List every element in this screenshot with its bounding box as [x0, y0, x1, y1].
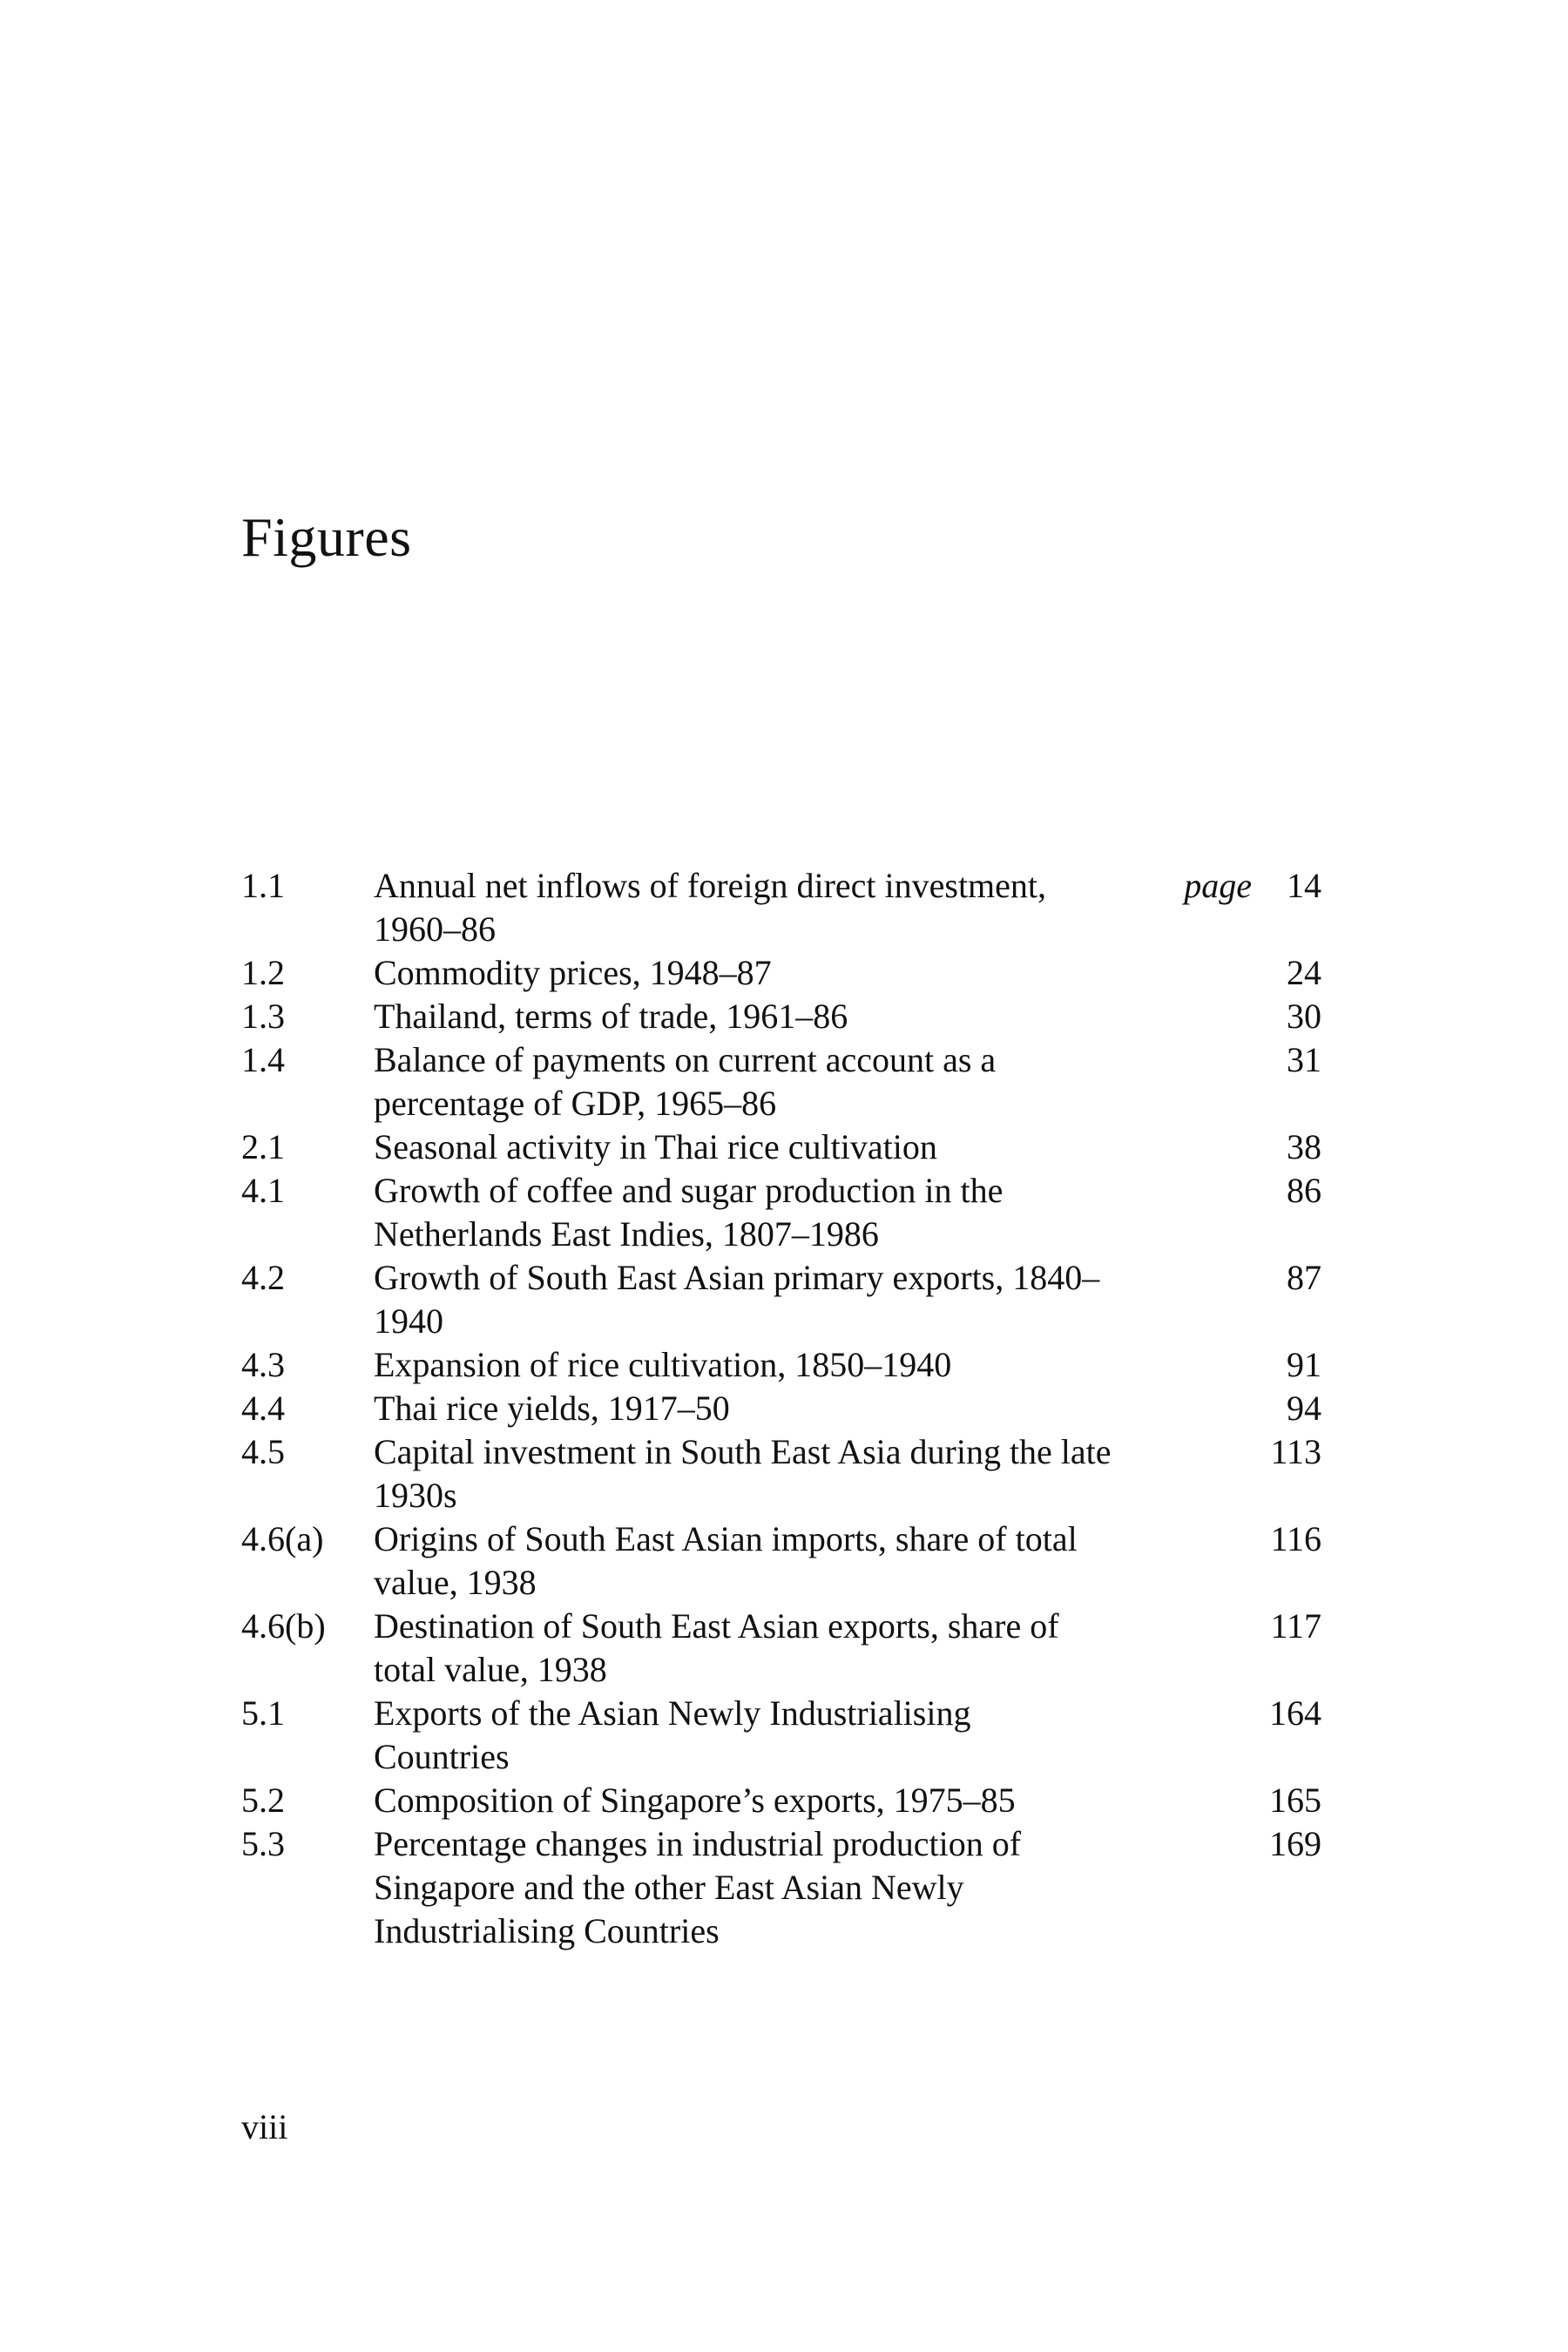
figure-number: 4.6(a) [241, 1519, 324, 1558]
figure-page: 31 [1287, 1040, 1321, 1079]
figure-row [241, 1605, 1321, 1692]
figure-row [241, 1822, 1321, 1953]
figure-page: 14 [1287, 866, 1321, 905]
figure-page: 169 [1269, 1824, 1321, 1863]
figure-page: 30 [1287, 997, 1321, 1036]
figure-page: 117 [1270, 1606, 1321, 1646]
page-number: viii [241, 2107, 288, 2146]
figure-number: 5.1 [241, 1693, 285, 1733]
page-label: page [1184, 866, 1252, 905]
figure-row [241, 1430, 1321, 1517]
figure-number: 4.6(b) [241, 1606, 326, 1646]
figure-title: Origins of South East Asian imports, share of total value, 1938 [374, 1519, 1078, 1602]
figure-title: Thailand, terms of trade, 1961–86 [374, 997, 848, 1036]
figure-page: 87 [1287, 1258, 1321, 1297]
figure-number: 5.2 [241, 1781, 285, 1820]
figure-page: 165 [1269, 1781, 1321, 1820]
figure-title: Expansion of rice cultivation, 1850–1940 [374, 1345, 952, 1384]
figure-row [241, 951, 1321, 995]
figure-row [241, 1169, 1321, 1256]
figure-title: Thai rice yields, 1917–50 [374, 1389, 730, 1428]
figure-title: Annual net inflows of foreign direct investment, 1960–86 [374, 866, 1047, 949]
figure-number: 4.5 [241, 1432, 285, 1471]
figure-number: 4.1 [241, 1171, 285, 1210]
figure-title: Balance of payments on current account as a percentage of GDP, 1965–86 [374, 1040, 997, 1123]
figure-title: Composition of Singapore’s exports, 1975–85 [374, 1781, 1016, 1820]
figure-title: Growth of South East Asian primary exports, 1840–1940 [374, 1258, 1100, 1341]
figure-row [241, 1779, 1321, 1822]
figure-page: 116 [1270, 1519, 1321, 1558]
figure-row [241, 1387, 1321, 1430]
figure-row [241, 1256, 1321, 1343]
figure-title: Commodity prices, 1948–87 [374, 953, 772, 992]
figure-page: 91 [1287, 1345, 1321, 1384]
figure-number: 1.1 [241, 866, 285, 905]
figure-number: 4.3 [241, 1345, 285, 1384]
figure-number: 2.1 [241, 1127, 285, 1166]
figure-number: 1.3 [241, 997, 285, 1036]
figure-number: 4.4 [241, 1389, 285, 1428]
figure-row [241, 1692, 1321, 1779]
figure-title: Destination of South East Asian exports, share of total value, 1938 [374, 1606, 1059, 1689]
figure-number: 1.4 [241, 1040, 285, 1079]
figure-number: 1.2 [241, 953, 285, 992]
figure-page: 164 [1269, 1693, 1321, 1733]
figure-list [241, 864, 1321, 1953]
figure-page: 24 [1287, 953, 1321, 992]
figure-page: 113 [1270, 1432, 1321, 1471]
figure-title: Percentage changes in industrial production of Singapore and the other East Asian Newly Industrialising Countries [374, 1824, 1022, 1950]
figure-page: 38 [1287, 1127, 1321, 1166]
page-title: Figures [241, 506, 412, 568]
figure-page: 94 [1287, 1389, 1321, 1428]
figure-row [241, 1125, 1321, 1169]
figure-row [241, 864, 1321, 951]
figure-title: Exports of the Asian Newly Industrialising Countries [374, 1693, 971, 1776]
figure-row [241, 1038, 1321, 1125]
figure-row [241, 995, 1321, 1038]
figure-row [241, 1517, 1321, 1605]
figure-title: Seasonal activity in Thai rice cultivation [374, 1127, 937, 1166]
figure-page: 86 [1287, 1171, 1321, 1210]
figure-number: 4.2 [241, 1258, 285, 1297]
figure-title: Capital investment in South East Asia during the late 1930s [374, 1432, 1112, 1515]
figure-number: 5.3 [241, 1824, 285, 1863]
figure-row [241, 1343, 1321, 1387]
figure-title: Growth of coffee and sugar production in the Netherlands East Indies, 1807–1986 [374, 1171, 1004, 1254]
